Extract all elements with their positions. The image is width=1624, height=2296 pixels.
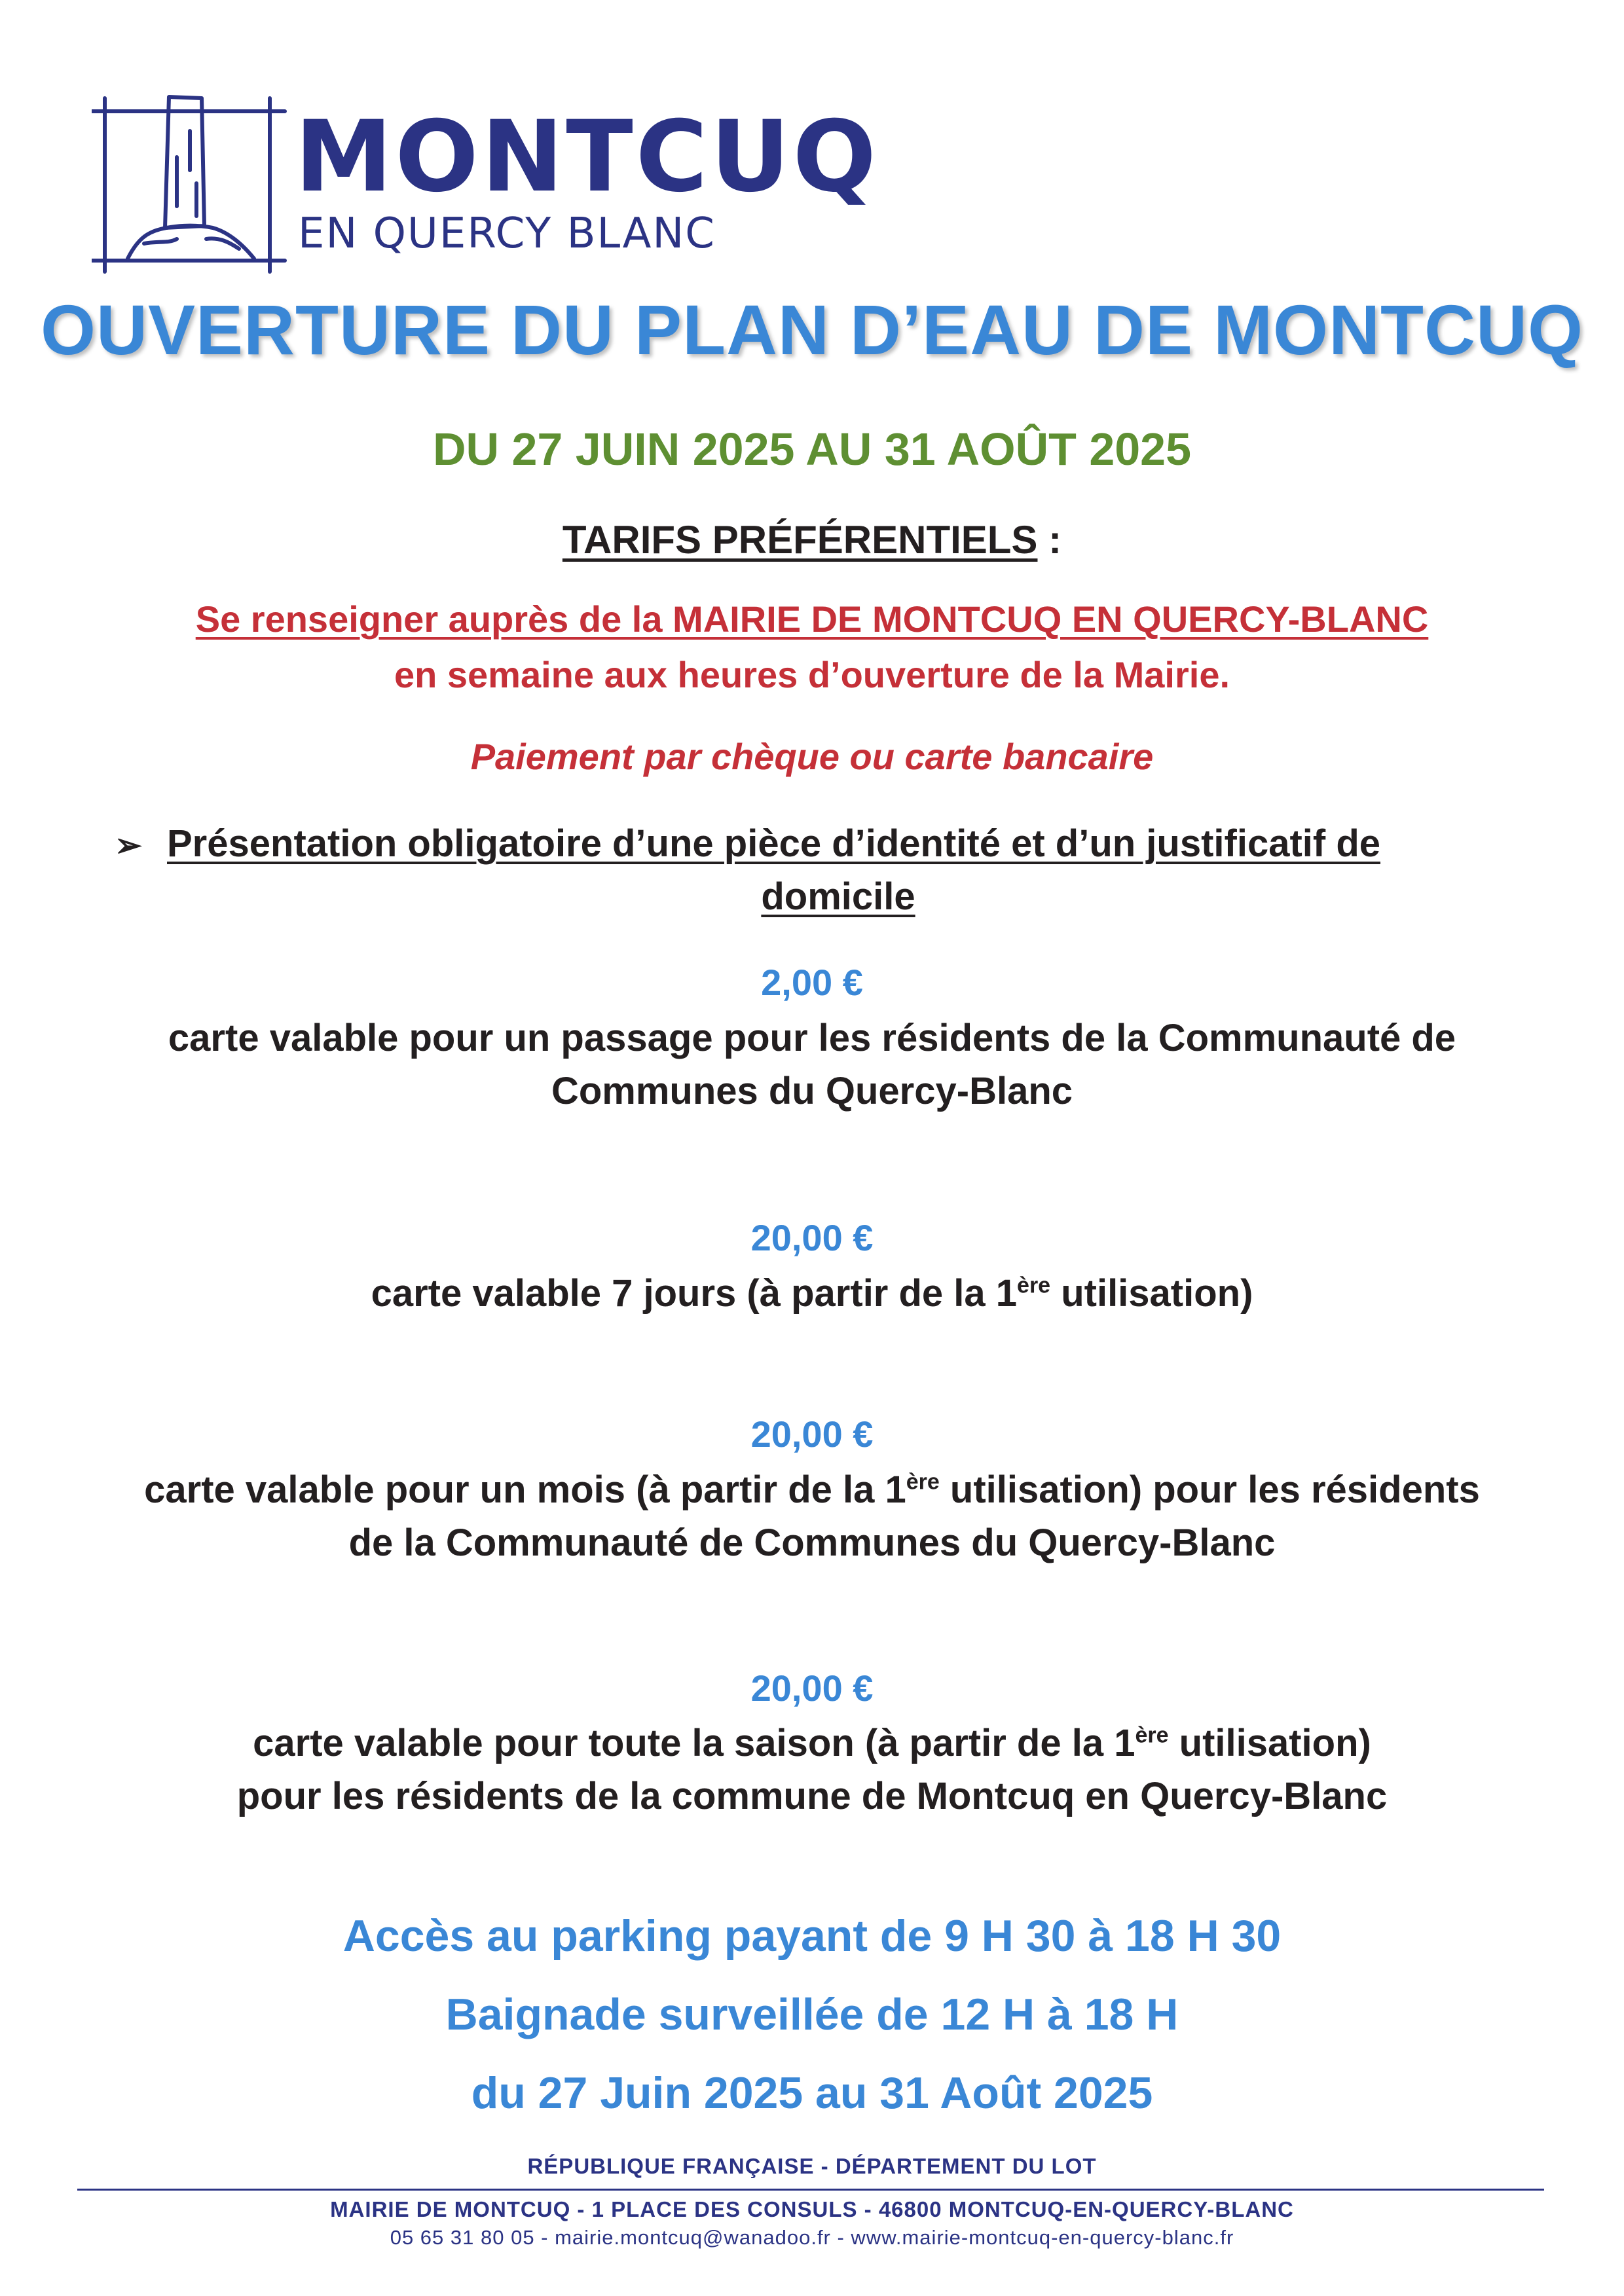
swimming-hours: Baignade surveillée de 12 H à 18 H (445, 1990, 1179, 2039)
price-4-line-2: pour les résidents de la commune de Montcuq en Quercy-Blanc (236, 1775, 1388, 1818)
price-2-superscript: ère (1017, 1273, 1051, 1298)
arrow-bullet-icon: ➢ (115, 827, 142, 864)
payment-note: Paiement par chèque ou carte bancaire (470, 736, 1154, 777)
logo-title: MONTCUQ (295, 100, 879, 214)
parking-hours: Accès au parking payant de 9 H 30 à 18 H 30 (342, 1911, 1282, 1961)
tower-logo-icon (92, 92, 288, 282)
footer-divider (77, 2189, 1544, 2191)
tarifs-heading (0, 519, 1624, 562)
price-4-text-a: carte valable pour toute la saison (à partir de la 1 (253, 1722, 1135, 1764)
access-dates: du 27 Juin 2025 au 31 Août 2025 (471, 2068, 1153, 2118)
price-2-text-b: utilisation) (1050, 1272, 1253, 1315)
price-4-superscript: ère (1135, 1722, 1169, 1748)
price-4-text-b: utilisation) (1168, 1722, 1371, 1764)
logo-subtitle: EN QUERCY BLANC (298, 210, 716, 258)
price-3-line-1 (0, 1463, 1624, 1516)
price-1-line-1: carte valable pour un passage pour les résidents de la Communauté de (168, 1017, 1456, 1059)
tarifs-colon: : (1037, 518, 1062, 562)
price-1-line-2: Communes du Quercy-Blanc (551, 1070, 1073, 1113)
price-2-line-1 (0, 1267, 1624, 1320)
price-description-1 (0, 1011, 1624, 1118)
footer-contact: 05 65 31 80 05 - mairie.montcuq@wanadoo.fr - www.mairie-montcuq-en-quercy-blanc.fr (390, 2226, 1234, 2249)
footer-address: MAIRIE DE MONTCUQ - 1 PLACE DES CONSULS - 46800 MONTCUQ-EN-QUERCY-BLANC (330, 2197, 1294, 2221)
price-3-superscript: ère (906, 1469, 940, 1495)
price-3-text-b: utilisation) pour les résidents (939, 1468, 1480, 1511)
price-description-3 (0, 1463, 1624, 1569)
price-3-line-2: de la Communauté de Communes du Quercy-Blanc (348, 1522, 1276, 1565)
price-amount-3: 20,00 € (750, 1413, 874, 1455)
tarifs-label: TARIFS PRÉFÉRENTIELS (562, 518, 1038, 562)
info-line-2: en semaine aux heures d’ouverture de la Mairie. (394, 654, 1230, 695)
price-amount-1: 2,00 € (761, 962, 863, 1003)
requirement-line-1: Présentation obligatoire d’une pièce d’identité et d’un justificatif de (167, 822, 1380, 865)
price-amount-2: 20,00 € (750, 1217, 874, 1258)
price-description-2 (0, 1267, 1624, 1320)
price-description-4 (0, 1717, 1624, 1823)
main-title: OUVERTURE DU PLAN D’EAU DE MONTCUQ (40, 290, 1584, 369)
price-amount-4: 20,00 € (750, 1667, 874, 1709)
requirement-bullet (115, 817, 1509, 923)
price-2-text-a: carte valable 7 jours (à partir de la 1 (371, 1272, 1018, 1315)
price-3-text-a: carte valable pour un mois (à partir de la 1 (144, 1468, 906, 1511)
footer-republic: RÉPUBLIQUE FRANÇAISE - DÉPARTEMENT DU LOT (527, 2154, 1097, 2178)
requirement-line-2: domicile (761, 875, 915, 919)
period-heading: DU 27 JUIN 2025 AU 31 AOÛT 2025 (432, 424, 1192, 475)
info-line-1: Se renseigner auprès de la MAIRIE DE MONTCUQ EN QUERCY-BLANC (195, 598, 1429, 640)
price-4-line-1 (0, 1717, 1624, 1770)
